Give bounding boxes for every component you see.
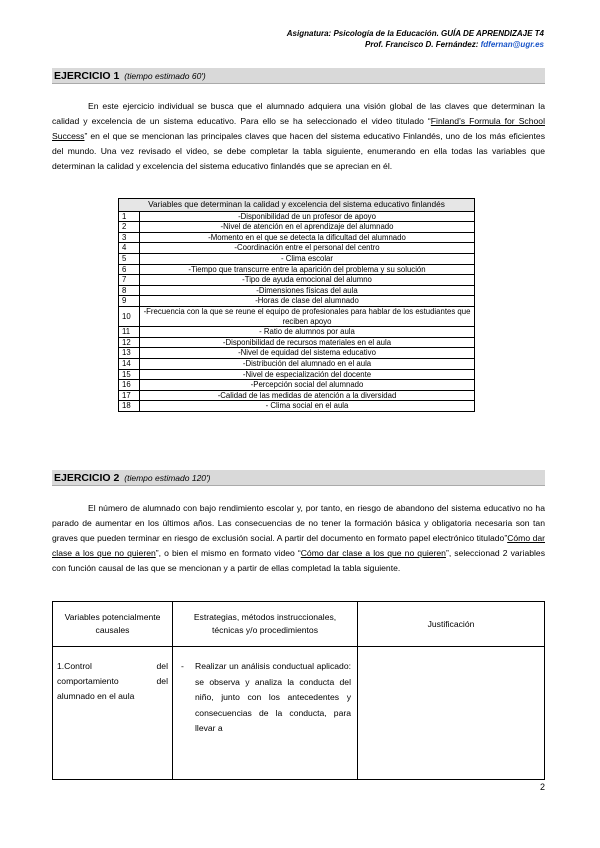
row1-strategy-cell bbox=[173, 647, 358, 780]
row-variable: -Calidad de las medidas de atención a la diversidad bbox=[140, 390, 475, 401]
row-variable: -Horas de clase del alumnado bbox=[140, 296, 475, 307]
row-variable: -Tiempo que transcurre entre la aparición del problema y su solución bbox=[140, 264, 475, 275]
exercise2-text-a: El número de alumnado con bajo rendimiento escolar y, por tanto, en riesgo de abandono del sistema educativo no ha parado de aumentar en los últimos años. Las consecuencias de no tener la formación básica y obligatoria necesaria son tan graves que pueden terminar en riesgo de exclusión social. A partir del documento en formato papel electrónico titulado” bbox=[52, 503, 545, 543]
exercise2-paragraph bbox=[52, 501, 545, 576]
row-variable: -Momento en el que se detecta la dificultad del alumnado bbox=[140, 232, 475, 243]
col-header-strategies: Estrategias, métodos instruccionales, técnicas y/o procedimientos bbox=[173, 602, 358, 647]
row-variable: -Frecuencia con la que se reune el equipo de profesionales para hablar de los estudiantes que reciben apoyo bbox=[140, 306, 475, 326]
variables-table-row bbox=[119, 358, 475, 369]
professor-email[interactable]: fdfernan@ugr.es bbox=[480, 40, 544, 49]
strategies-table bbox=[52, 601, 545, 780]
exercise1-time: (tiempo estimado 60') bbox=[124, 71, 206, 81]
exercise1-text-a: En este ejercicio individual se busca que el alumnado adquiera una visión global de las claves que determinan la calidad y excelencia de un sistema educativo. Para ello se ha seleccionado el video titulado “ bbox=[52, 101, 545, 126]
row-number: 16 bbox=[119, 380, 140, 391]
row-number: 3 bbox=[119, 232, 140, 243]
variables-table-row bbox=[119, 232, 475, 243]
variables-table-row bbox=[119, 390, 475, 401]
row-variable: -Coordinación entre el personal del centro bbox=[140, 243, 475, 254]
row-variable: -Nivel de especialización del docente bbox=[140, 369, 475, 380]
row-number: 15 bbox=[119, 369, 140, 380]
variables-table-row bbox=[119, 275, 475, 286]
course-line: Asignatura: Psicología de la Educación. GUÍA DE APRENDIZAJE T4 bbox=[286, 29, 544, 38]
variables-table-row bbox=[119, 211, 475, 222]
row-number: 11 bbox=[119, 327, 140, 338]
exercise1-paragraph bbox=[52, 99, 545, 174]
row-variable: - Ratio de alumnos por aula bbox=[140, 327, 475, 338]
variables-table-header: Variables que determinan la calidad y excelencia del sistema educativo finlandés bbox=[119, 199, 475, 212]
variables-table-row bbox=[119, 222, 475, 233]
exercise1-heading bbox=[52, 68, 545, 84]
exercise2-doc-link[interactable]: Cómo dar clase a los que no quieren bbox=[52, 533, 545, 558]
variables-table-row bbox=[119, 337, 475, 348]
variables-table-row bbox=[119, 369, 475, 380]
row-number: 13 bbox=[119, 348, 140, 359]
variables-table-row bbox=[119, 348, 475, 359]
row-variable: -Nivel de equidad del sistema educativo bbox=[140, 348, 475, 359]
page-header bbox=[287, 28, 544, 50]
row-number: 9 bbox=[119, 296, 140, 307]
variables-table-row bbox=[119, 380, 475, 391]
exercise2-heading bbox=[52, 470, 545, 486]
col-header-justification: Justificación bbox=[358, 602, 545, 647]
variables-table-row bbox=[119, 306, 475, 326]
row-variable: -Percepción social del alumnado bbox=[140, 380, 475, 391]
variables-table-row bbox=[119, 285, 475, 296]
professor-name: Prof. Francisco D. Fernández: bbox=[365, 40, 481, 49]
exercise2-text-b: ”, o bien el mismo en formato video “ bbox=[155, 548, 301, 558]
variables-table bbox=[118, 198, 475, 412]
col-header-variables: Variables potencialmente causales bbox=[53, 602, 173, 647]
exercise2-video-link[interactable]: Cómo dar clase a los que no quieren bbox=[300, 548, 446, 558]
row-variable: -Disponibilidad de un profesor de apoyo bbox=[140, 211, 475, 222]
row-number: 18 bbox=[119, 401, 140, 412]
row-number: 12 bbox=[119, 337, 140, 348]
row-variable: -Distribución del alumnado en el aula bbox=[140, 358, 475, 369]
row1-variable: 1.Control del comportamiento del alumnado en el aula bbox=[53, 647, 173, 780]
row-number: 7 bbox=[119, 275, 140, 286]
exercise1-title: EJERCICIO 1 bbox=[54, 70, 120, 82]
exercise1-text-b: ” en el que se mencionan las principales claves que hacen del sistema educativo Finlandés, uno de los más eficientes del mundo. Una vez revisado el video, se debe completar la tabla siguiente, enumerando en ella todas las variables que determinan la calidad y excelencia del sistema educativo finlandés que se aprecian en él. bbox=[52, 131, 545, 171]
variables-table-row bbox=[119, 401, 475, 412]
row-variable: -Dimensiones físicas del aula bbox=[140, 285, 475, 296]
exercise2-title: EJERCICIO 2 bbox=[54, 472, 120, 484]
row-number: 10 bbox=[119, 306, 140, 326]
variables-table-row bbox=[119, 243, 475, 254]
variables-table-row bbox=[119, 327, 475, 338]
row-variable: -Disponibilidad de recursos materiales en el aula bbox=[140, 337, 475, 348]
row-number: 4 bbox=[119, 243, 140, 254]
variables-table-row bbox=[119, 296, 475, 307]
exercise2-text-c: ”, seleccionad 2 variables con función causal de las que se mencionan y a partir de ellas completad la tabla siguiente. bbox=[52, 548, 545, 573]
row1-strategy: Realizar un análisis conductual aplicado: se observa y analiza la conducta del niño, junto con los antecedentes y consecuencias de la conducta, para llevar a bbox=[195, 661, 351, 734]
row1-justification bbox=[358, 647, 545, 780]
variables-table-row bbox=[119, 253, 475, 264]
row-number: 5 bbox=[119, 253, 140, 264]
row-number: 6 bbox=[119, 264, 140, 275]
page-number: 2 bbox=[539, 782, 545, 792]
exercise1-video-link[interactable]: Finland’s Formula for School Success bbox=[52, 116, 545, 141]
exercise2-time: (tiempo estimado 120') bbox=[124, 473, 211, 483]
row-number: 1 bbox=[119, 211, 140, 222]
variables-table-row bbox=[119, 264, 475, 275]
row-variable: - Clima social en el aula bbox=[140, 401, 475, 412]
row-variable: -Nivel de atención en el aprendizaje del alumnado bbox=[140, 222, 475, 233]
row-number: 8 bbox=[119, 285, 140, 296]
row-number: 14 bbox=[119, 358, 140, 369]
professor-line bbox=[287, 39, 544, 50]
row-variable: - Clima escolar bbox=[140, 253, 475, 264]
row-number: 17 bbox=[119, 390, 140, 401]
row-number: 2 bbox=[119, 222, 140, 233]
bullet-dash: - bbox=[181, 661, 184, 671]
row-variable: -Tipo de ayuda emocional del alumno bbox=[140, 275, 475, 286]
